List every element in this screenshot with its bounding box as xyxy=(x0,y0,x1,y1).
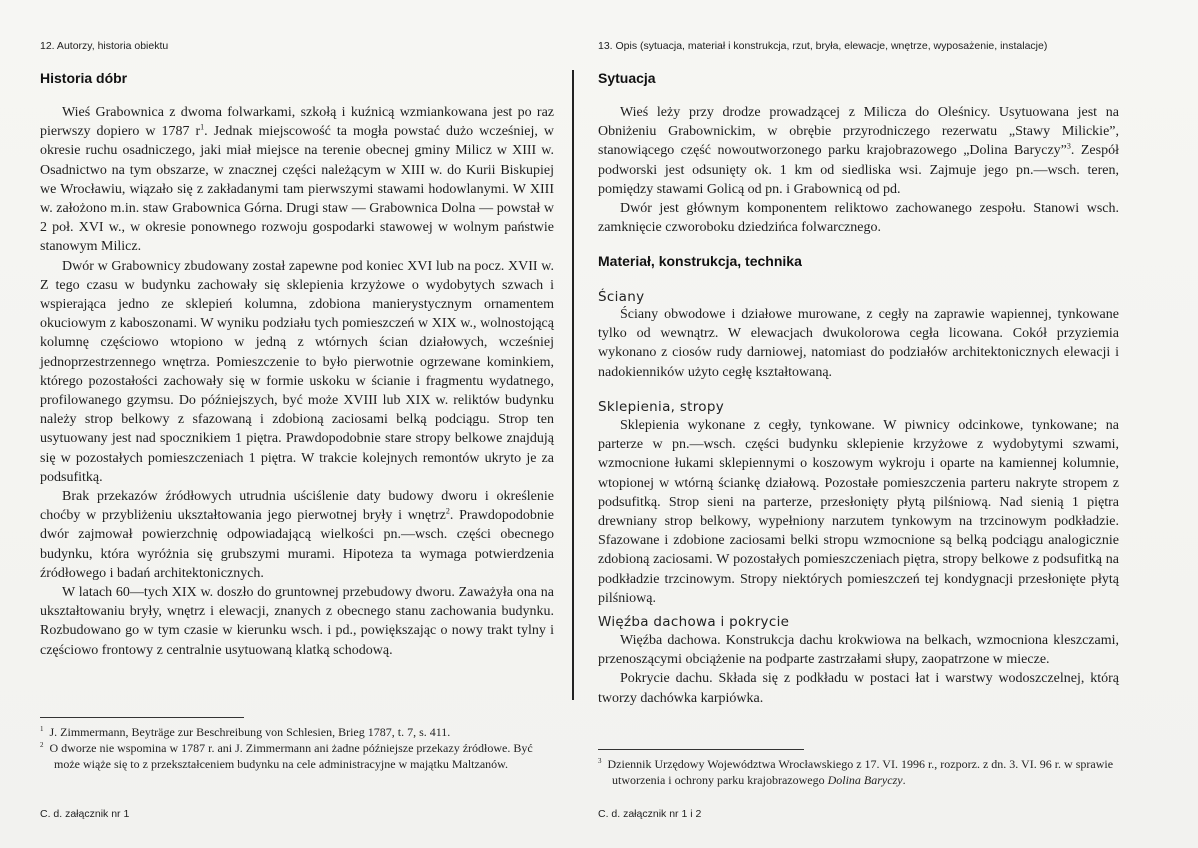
historia-paragraph-4: W latach 60—tych XIX w. doszło do gruntownej przebudowy dworu. Zaważyła ona na ukształtowaniu bryły, wnętrz i elewacji, znanych z obecnego stanu zachowania budynku. Rozbudowano go w tym czasie w kierunku wsch. i pd., powiększając o nowy trakt tylny i częściowo frontowy z centralnie usytuowaną klatką schodową. xyxy=(40,585,554,658)
right-footer: C. d. załącznik nr 1 i 2 xyxy=(598,808,702,820)
sciany-text xyxy=(598,305,1119,382)
sciany-paragraph: Ściany obwodowe i działowe murowane, z cegły na zaprawie wapiennej, tynkowane tylko od wewnątrz. W elewacjach dwukolorowa cegła licowana. Cokół przyziemia wykonano z ciosów rudy darniowej, natomiast do podziałów architektonicznych elewacji i nadokienników użyto cegłę kształtowaną. xyxy=(598,307,1119,380)
footnote-3: $^3$ Dziennik Urzędowy Województwa Wrocławskiego z 17. VI. 1996 r., rozporz. z dn. 3. VI. 96 r. w sprawie utworzenia i ochrony parku krajobrazowego Dolina Baryczy. xyxy=(598,757,1114,787)
sklepienia-text xyxy=(598,416,1119,608)
pokrycie-paragraph: Pokrycie dachu. Składa się z podkładu w postaci łat i warstwy wodoszczelnej, którą tworzy dachówka karpiówka. xyxy=(598,671,1119,706)
left-header: 12. Autorzy, historia obiektu xyxy=(40,40,169,52)
sytuacja-text xyxy=(598,103,1119,237)
footnotes-right xyxy=(598,756,1119,788)
historia-paragraph-2: Dwór w Grabownicy zbudowany został zapewne pod koniec XVI lub na pocz. XVII w. Z tego czasu w budynku zachowały się sklepienia krzyżowe o wydobytych szwach i wspierająca jedno ze sklepień kolumna, zdobiona manierystycznym ornamentem okuciowym z kaboszonami. W wyniku podziału tych pomieszczeń w XIX w., wolnostojącą kolumnę częściowo wtopiono w jedną z wtórnych ścian działowych, wcześniej jednoprzestrzennego wnętrza. Pomieszczenie to było pierwotnie ogrzewane kominkiem, którego pozostałości zachowały się w formie uskoku w ścianie i fragmentu wydatnego, profilowanego gzymsu. Do późniejszych, być może XVIII lub XIX w. reliktów budynku należy strop belkowy z sfazowaną i zdobioną zaciosami belką podciągu. Strop ten usytuowany jest nad spocznikiem 1 piętra. Prawdopodobnie stare stropy belkowe znajdują się w pozostałych pomieszczeniach 1 piętra. W trakcie kolejnych remontów ukryto je za podsufitką. xyxy=(40,258,554,485)
wiezba-paragraph: Więźba dachowa. Konstrukcja dachu krokwiowa na belkach, wzmocniona kleszczami, przenoszącymi obciążenie na podparte zastrzałami słupy, zaopatrzone w miecze. xyxy=(598,633,1119,668)
sytuacja-paragraph-1: Wieś leży przy drodze prowadzącej z Milicza do Oleśnicy. Usytuowana jest na Obniżeniu Grabownickim, w obrębie przyrodniczego rezerwatu „Stawy Milickie”, stanowiącego część nowoutworzonego parku krajobrazowego „Dolina Baryczy”$^3$. Zespół podworski jest odsunięty ok. 1 km od siedliska wsi. Zajmuje jego pn.—wsch. teren, pomiędzy stawami Golicą od pn. i Grabownicą od pd. xyxy=(598,105,1119,197)
subsection-title-sklepienia: Sklepienia, stropy xyxy=(598,399,725,415)
sklepienia-paragraph: Sklepienia wykonane z cegły, tynkowane. W piwnicy odcinkowe, tynkowane; na parterze w pn.—wsch. części budynku sklepienie krzyżowe z wydobytymi szwami, wzmocnione łukami sklepiennymi o koszowym wykroju i oparte na kamiennej kolumnie, wtopionej w wtórną ściankę działową. Pozostałe pomieszczenia parteru nakryte stropem z podsufitką. Strop sieni na parterze, przesłonięty płytą pilśniową. Nad sienią 1 piętra drewniany strop belkowy, wypełniony narzutem tynkowym na trzcinowym podkładzie. Sfazowane i zdobione zaciosami belki stropu wzmocnione są belką podciągu analogicznie zdobioną zaciosami. W pozostałych pomieszczeniach piętra, stropy belkowe z podsufitką na podkładzie trzcinowym. Stropy niektórych pomieszczeń tej kondygnacji przesłonięte płytą pilśniową. xyxy=(598,418,1119,606)
right-column xyxy=(598,0,1119,848)
subsection-title-wiezba: Więźba dachowa i pokrycie xyxy=(598,614,790,630)
footnote-2: $^2$ O dworze nie wspomina w 1787 r. ani J. Zimmermann ani żadne późniejsze przekazy źródłowe. Być może wiąże się to z przekształceniem budynku na cele administracyjne w majątku Maltzanów. xyxy=(40,741,533,771)
sytuacja-paragraph-2: Dwór jest głównym komponentem reliktowo zachowanego zespołu. Stanowi wsch. zamknięcie czworoboku dziedzińca folwarcznego. xyxy=(598,201,1119,236)
historia-paragraph-3: Brak przekazów źródłowych utrudnia uściślenie daty budowy dworu i określenie choćby w przybliżeniu ukształtowania jego pierwotnej bryły i wnętrz$^2$. Prawdopodobnie dwór zajmował powierzchnię odpowiadającą wielkości pn.—wsch. części obecnego budynku, która wyróżnia się grubszymi murami. Hipoteza ta wymaga potwierdzenia źródłowego i badań architektonicznych. xyxy=(40,489,554,581)
right-header: 13. Opis (sytuacja, materiał i konstrukcja, rzut, bryła, elewacje, wnętrze, wyposażenie, instalacje) xyxy=(598,40,1048,52)
left-footer: C. d. załącznik nr 1 xyxy=(40,808,130,820)
footnote-rule-right xyxy=(598,749,804,750)
historia-text xyxy=(40,103,554,660)
footnote-1: $^1$ J. Zimmermann, Beyträge zur Beschreibung von Schlesien, Brieg 1787, t. 7, s. 411. xyxy=(40,725,451,739)
section-title-historia: Historia dóbr xyxy=(40,70,128,86)
footnote-rule-left xyxy=(40,717,244,718)
section-title-material: Materiał, konstrukcja, technika xyxy=(598,253,802,269)
footnotes-left xyxy=(40,724,554,772)
wiezba-text xyxy=(598,631,1119,708)
column-divider xyxy=(572,70,574,700)
historia-paragraph-1: Wieś Grabownica z dwoma folwarkami, szkołą i kuźnicą wzmiankowana jest po raz pierwszy dopiero w 1787 $r^1$. Jednak miejscowość ta mogła powstać dużo wcześniej, w okresie ruchu osadniczego, jaki miał miejsce na terenie obecnej gminy Milicz w XIII w. Osadnictwo na tym obszarze, w znacznej części należącym w XIII w. do Kurii Biskupiej we Wrocławiu, wiązało się z zakładanymi tam pierwszymi stawami hodowlanymi. W XIII w. założono m.in. staw Grabownica Górna. Drugi staw — Grabownica Dolna — powstał w 2 poł. XVI w., w okresie ponownego rozwoju gospodarki stawowej w wolnym państwie stanowym Milicz. xyxy=(40,105,554,255)
section-title-sytuacja: Sytuacja xyxy=(598,70,656,86)
left-column xyxy=(40,0,554,848)
subsection-title-sciany: Ściany xyxy=(598,289,645,305)
